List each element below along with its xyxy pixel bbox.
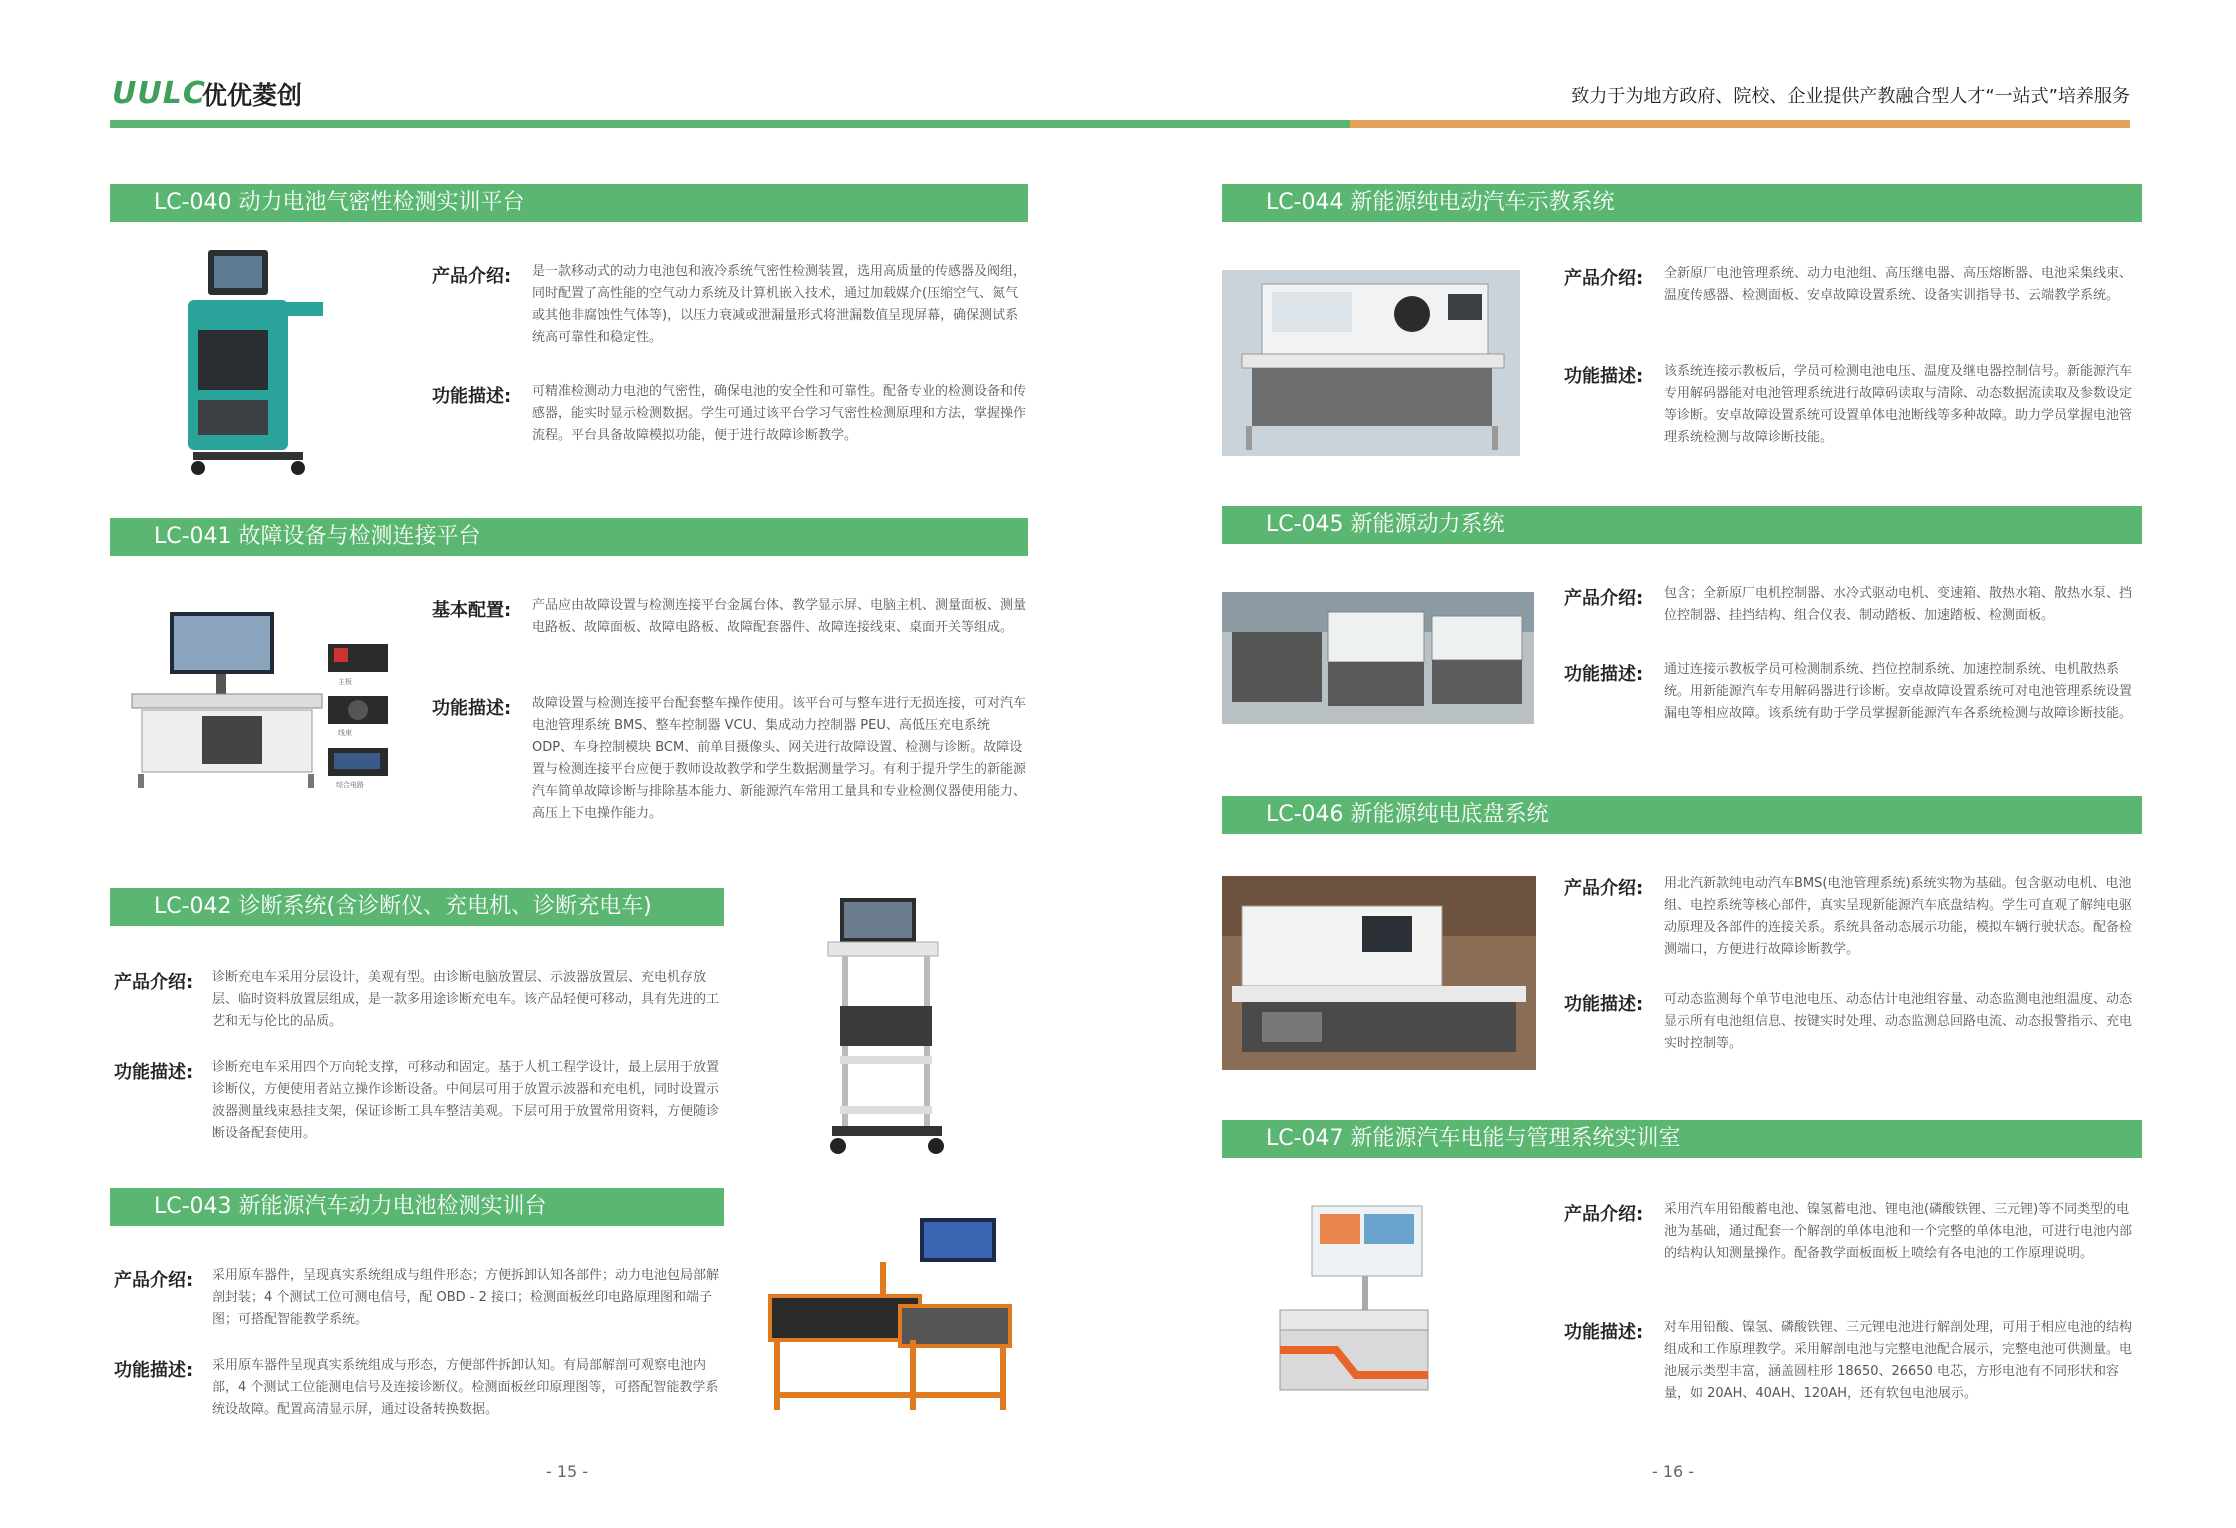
section-title-lc040: LC-040 动力电池气密性检测实训平台 [110,184,1028,222]
lc045-intro-text: 包含；全新原厂电机控制器、水冷式驱动电机、变速箱、散热水箱、散热水泵、挡位控制器、挂挡结构、组合仪表、制动踏板、加速踏板、检测面板。 [1664,586,2133,623]
lc042-function-text: 诊断充电车采用四个万向轮支撑，可移动和固定。基于人机工程学设计，最上层用于放置诊断仪，方便使用者站立操作诊断设备。中间层可用于放置示波器和充电机，同时设置示波器测量线束悬挂支架，保证诊断工具车整洁美观。下层可用于放置常用资料，方便随诊断设备配套使用。 [212,1060,720,1141]
lc047-intro-text: 采用汽车用铅酸蓄电池、镍氢蓄电池、锂电池(磷酸铁锂、三元锂)等不同类型的电池为基础，通过配套一个解剖的单体电池和一个完整的单体电池，可进行电池内部的结构认知测量操作。配备教学面板面板上喷绘有各电池的工作原理说明。 [1664,1202,2133,1261]
lc044-function-text: 该系统连接示教板后，学员可检测电池电压、温度及继电器控制信号。新能源汽车专用解码器能对电池管理系统进行故障码读取与清除、动态数据流读取及参数设定等诊断。安卓故障设置系统可设置单体电池断线等多种故障。助力学员掌握电池管理系统检测与故障诊断技能。 [1664,364,2133,445]
lc045-intro-label: 产品介绍: [1564,588,1644,609]
lc046-intro-label: 产品介绍: [1564,878,1644,899]
lc040-intro-label: 产品介绍: [432,266,512,287]
lc043-function-label: 功能描述: [114,1360,194,1381]
lc041-function-label: 功能描述: [432,698,512,719]
product-photo-lc047 [1266,1200,1444,1402]
product-photo-lc040 [178,240,338,480]
lc044-function-label: 功能描述: [1564,366,1644,387]
lc045-function-text: 通过连接示教板学员可检测制系统、挡位控制系统、加速控制系统、电机散热系统。用新能源汽车专用解码器进行诊断。安卓故障设置系统可对电池管理系统设置漏电等相应故障。该系统有助于学员掌握新能源汽车各系统检测与故障诊断技能。 [1664,662,2133,721]
caption-1: 主板 [338,678,352,686]
product-photo-lc044 [1222,270,1520,456]
lc043-intro-text: 采用原车器件，呈现真实系统组成与组件形态；方便拆卸认知各部件；动力电池包局部解剖封装；4 个测试工位可测电信号，配 OBD - 2 接口；检测面板丝印电路原理图和端子图；可搭配智能教学系统。 [212,1268,720,1327]
lc046-intro-text: 用北汽新款纯电动汽车BMS(电池管理系统)系统实物为基础。包含驱动电机、电池组、电控系统等核心部件，真实呈现新能源汽车底盘结构。学生可直观了解纯电驱动原理及各部件的连接关系。系统具备动态展示功能，模拟车辆行驶状态。配备检测端口，方便进行故障诊断教学。 [1664,876,2133,957]
header-divider-green [110,120,1350,128]
lc047-intro-label: 产品介绍: [1564,1204,1644,1225]
caption-3: 综合电路 [336,781,364,789]
brand-logo-mark: UULC [112,76,206,111]
product-photo-lc043 [760,1210,1022,1420]
lc041-function-text: 故障设置与检测连接平台配套整车操作使用。该平台可与整车进行无损连接，可对汽车电池管理系统 BMS、整车控制器 VCU、集成动力控制器 PEU、高低压充电系统 ODP、车身控制模块 BCM、前单目摄像头、网关进行故障设置、检测与诊断。故障设置与检测连接平台应便于教师设故教学和学生数据测量学习。有利于提升学生的新能源汽车简单故障诊断与排除基本能力、新能源汽车常用工量具和专业检测仪器使用能力、高压上下电操作能力。 [532,696,1027,821]
caption-2: 线束 [338,729,352,737]
header-slogan: 致力于为地方政府、院校、企业提供产教融合型人才“一站式”培养服务 [1571,86,2130,107]
product-photo-lc045 [1222,592,1534,724]
section-title-lc044: LC-044 新能源纯电动汽车示教系统 [1222,184,2142,222]
lc041-config-text: 产品应由故障设置与检测连接平台金属台体、教学显示屏、电脑主机、测量面板、测量电路板、故障面板、故障电路板、故障配套器件、故障连接线束、桌面开关等组成。 [532,598,1027,635]
product-photo-lc041 [112,598,406,794]
section-title-lc042: LC-042 诊断系统(含诊断仪、充电机、诊断充电车) [110,888,724,926]
lc041-config-label: 基本配置: [432,600,512,621]
header-divider-orange [1350,120,2130,128]
lc046-function-text: 可动态监测每个单节电池电压、动态估计电池组容量、动态监测电池组温度、动态显示所有电池组信息、按键实时处理、动态监测总回路电流、动态报警指示、充电实时控制等。 [1664,992,2133,1051]
section-title-lc043: LC-043 新能源汽车动力电池检测实训台 [110,1188,724,1226]
lc045-function-label: 功能描述: [1564,664,1644,685]
section-title-lc047: LC-047 新能源汽车电能与管理系统实训室 [1222,1120,2142,1158]
lc047-function-text: 对车用铅酸、镍氢、磷酸铁锂、三元锂电池进行解剖处理，可用于相应电池的结构组成和工作原理教学。采用解剖电池与完整电池配合展示，完整电池可供测量。电池展示类型丰富，涵盖圆柱形 18650、26650 电芯，方形电池有不同形状和容量，如 20AH、40AH、120AH，还有软包电池展示。 [1664,1320,2133,1401]
lc043-function-text: 采用原车器件呈现真实系统组成与形态，方便部件拆卸认知。有局部解剖可观察电池内部，4 个测试工位能测电信号及连接诊断仪。检测面板丝印原理图等，可搭配智能教学系统设故障。配置高清显示屏，通过设备转换数据。 [212,1358,719,1417]
lc040-intro-text: 是一款移动式的动力电池包和液冷系统气密性检测装置，选用高质量的传感器及阀组，同时配置了高性能的空气动力系统及计算机嵌入技术，通过加载媒介(压缩空气、氮气或其他非腐蚀性气体等)，以压力衰减或泄漏量形式将泄漏数值呈现屏幕，确保测试系统高可靠性和稳定性。 [532,264,1027,345]
lc047-function-label: 功能描述: [1564,1322,1644,1343]
product-photo-lc042 [818,886,968,1160]
lc042-intro-label: 产品介绍: [114,972,194,993]
lc044-intro-text: 全新原厂电池管理系统、动力电池组、高压继电器、高压熔断器、电池采集线束、温度传感器、检测面板、安卓故障设置系统、设备实训指导书、云端教学系统。 [1664,266,2133,303]
lc046-function-label: 功能描述: [1564,994,1644,1015]
section-title-lc045: LC-045 新能源动力系统 [1222,506,2142,544]
section-title-lc041: LC-041 故障设备与检测连接平台 [110,518,1028,556]
page-number-right: - 16 - [1652,1462,1695,1481]
lc040-function-text: 可精准检测动力电池的气密性，确保电池的安全性和可靠性。配备专业的检测设备和传感器，能实时显示检测数据。学生可通过该平台学习气密性检测原理和方法，掌握操作流程。平台具备故障模拟功能，便于进行故障诊断教学。 [532,384,1027,443]
section-title-lc046: LC-046 新能源纯电底盘系统 [1222,796,2142,834]
lc042-intro-text: 诊断充电车采用分层设计，美观有型。由诊断电脑放置层、示波器放置层、充电机存放层、临时资料放置层组成，是一款多用途诊断充电车。该产品轻便可移动，具有先进的工艺和无与伦比的品质。 [212,970,720,1029]
lc042-function-label: 功能描述: [114,1062,194,1083]
lc044-intro-label: 产品介绍: [1564,268,1644,289]
product-photo-lc046 [1222,876,1536,1070]
brand-name: 优优菱创 [202,81,303,110]
page-number-left: - 15 - [546,1462,589,1481]
lc043-intro-label: 产品介绍: [114,1270,194,1291]
lc040-function-label: 功能描述: [432,386,512,407]
